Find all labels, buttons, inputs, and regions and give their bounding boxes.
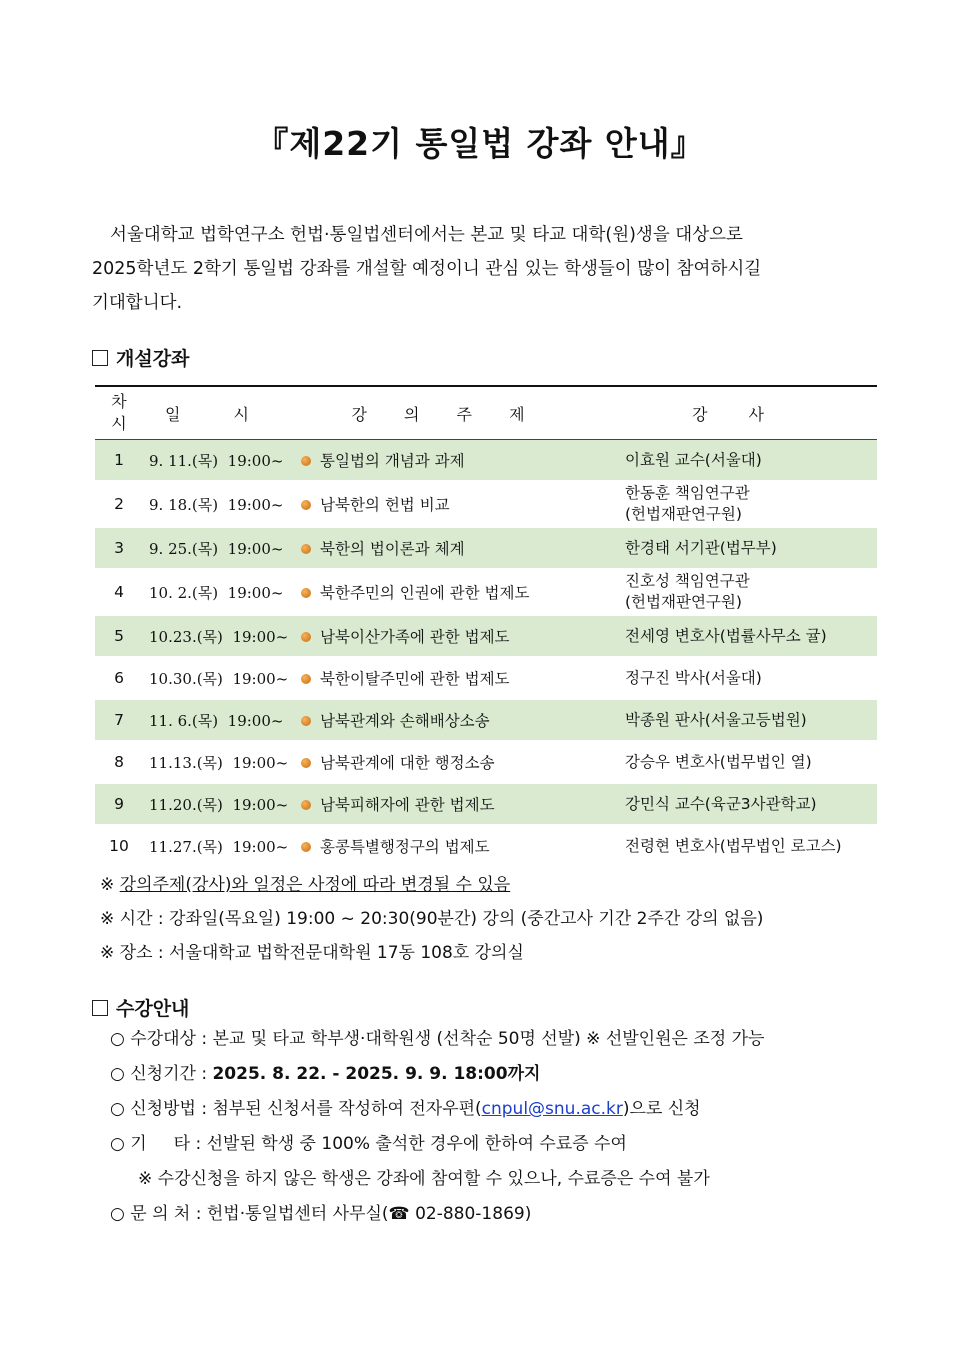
table-row [95,481,877,527]
table-header-row [95,386,877,440]
session-number: 1 [95,440,143,482]
guide-method: ○ 신청방법 : 첨부된 신청서를 작성하여 전자우편(cnpul@snu.ac.kr)으로 신청 [110,1099,701,1119]
header-date: 일 시 [143,386,295,440]
session-lecturer: 전령현 변호사(법무법인 로고스) [597,825,877,867]
session-topic: 남북한의 헌법 비교 [295,481,597,527]
table-row [95,440,877,482]
notes-block [100,868,763,970]
session-lecturer: 전세영 변호사(법률사무소 귤) [597,615,877,657]
session-lecturer: 강민식 교수(육군3사관학교) [597,783,877,825]
email-link[interactable]: cnpul@snu.ac.kr [481,1099,623,1119]
guide-etc-note: ※ 수강신청을 하지 않은 학생은 강좌에 참여할 수 있으나, 수료증은 수여 불가 [138,1169,710,1189]
guide-period: ○ 신청기간 : 2025. 8. 22. - 2025. 9. 9. 18:00까지 [110,1064,541,1084]
session-number: 4 [95,569,143,615]
table-row [95,527,877,569]
guide-block [110,1022,764,1232]
checkbox-square-icon [92,350,108,366]
guide-etc: ○ 기 타 : 선발된 학생 중 100% 출석한 경우에 한하여 수료증 수여 [110,1134,627,1154]
session-topic: 홍콩특별행정구의 법제도 [295,825,597,867]
session-date: 9. 25.(목) 19:00~ [143,527,295,569]
session-number: 3 [95,527,143,569]
table-row [95,825,877,867]
session-number: 9 [95,783,143,825]
guide-target: ○ 수강대상 : 본교 및 타교 학부생·대학원생 (선착순 50명 선발) ※ 선발인원은 조정 가능 [110,1029,765,1049]
session-number: 2 [95,481,143,527]
session-number: 8 [95,741,143,783]
table-row [95,783,877,825]
header-no [95,386,143,440]
session-number: 7 [95,699,143,741]
bullet-dot-icon [301,632,311,642]
bullet-dot-icon [301,758,311,768]
table-row [95,569,877,615]
section-heading-courses: 개설강좌 [92,344,189,371]
session-lecturer: 한경태 서기관(법무부) [597,527,877,569]
session-topic: 북한의 법이론과 체계 [295,527,597,569]
intro-line: 서울대학교 법학연구소 헌법·통일법센터에서는 본교 및 타교 대학(원)생을 대상으로 [110,225,743,245]
bullet-dot-icon [301,500,311,510]
lecture-table [95,385,877,868]
bullet-dot-icon [301,716,311,726]
session-topic: 남북피해자에 관한 법제도 [295,783,597,825]
bullet-dot-icon [301,456,311,466]
table-row [95,657,877,699]
session-date: 11.27.(목) 19:00~ [143,825,295,867]
session-topic: 북한주민의 인권에 관한 법제도 [295,569,597,615]
session-date: 10.30.(목) 19:00~ [143,657,295,699]
session-number: 5 [95,615,143,657]
session-lecturer: 강승우 변호사(법무법인 열) [597,741,877,783]
intro-paragraph [92,218,870,320]
bullet-dot-icon [301,544,311,554]
session-topic: 북한이탈주민에 관한 법제도 [295,657,597,699]
table-row [95,615,877,657]
session-topic: 통일법의 개념과 과제 [295,440,597,482]
session-lecturer: 진호성 책임연구관 (헌법재판연구원) [597,569,877,615]
session-date: 10. 2.(목) 19:00~ [143,569,295,615]
note-time: ※ 시간 : 강좌일(목요일) 19:00 ~ 20:30(90분간) 강의 (중간고사 기간 2주간 강의 없음) [100,909,764,929]
session-topic: 남북관계에 대한 행정소송 [295,741,597,783]
bullet-dot-icon [301,588,311,598]
checkbox-square-icon [92,1000,108,1016]
intro-line: 기대합니다. [92,293,183,313]
page-title: 『제22기 통일법 강좌 안내』 [255,124,705,163]
note-change: ※ 강의주제(강사)와 일정은 사정에 따라 변경될 수 있음 [100,875,511,895]
session-lecturer: 박종원 판사(서울고등법원) [597,699,877,741]
table-row [95,699,877,741]
header-topic: 강 의 주 제 [295,386,597,440]
session-lecturer: 한동훈 책임연구관 (헌법재판연구원) [597,481,877,527]
session-date: 11.20.(목) 19:00~ [143,783,295,825]
table-row [95,741,877,783]
section-heading-guide: 수강안내 [92,994,189,1021]
bullet-dot-icon [301,800,311,810]
session-lecturer: 이효원 교수(서울대) [597,440,877,482]
session-date: 9. 11.(목) 19:00~ [143,440,295,482]
session-date: 11. 6.(목) 19:00~ [143,699,295,741]
session-date: 10.23.(목) 19:00~ [143,615,295,657]
session-topic: 남북관계와 손해배상소송 [295,699,597,741]
guide-contact: ○ 문 의 처 : 헌법·통일법센터 사무실(☎ 02-880-1869) [110,1204,532,1224]
session-lecturer: 정구진 박사(서울대) [597,657,877,699]
session-topic: 남북이산가족에 관한 법제도 [295,615,597,657]
header-lecturer: 강 사 [597,386,877,440]
intro-line: 2025학년도 2학기 통일법 강좌를 개설할 예정이니 관심 있는 학생들이 많이 참여하시길 [92,259,762,279]
bullet-dot-icon [301,842,311,852]
session-number: 10 [95,825,143,867]
session-date: 9. 18.(목) 19:00~ [143,481,295,527]
bullet-dot-icon [301,674,311,684]
session-number: 6 [95,657,143,699]
note-place: ※ 장소 : 서울대학교 법학전문대학원 17동 108호 강의실 [100,943,524,963]
header-no-label: 차시 [111,392,127,433]
session-date: 11.13.(목) 19:00~ [143,741,295,783]
